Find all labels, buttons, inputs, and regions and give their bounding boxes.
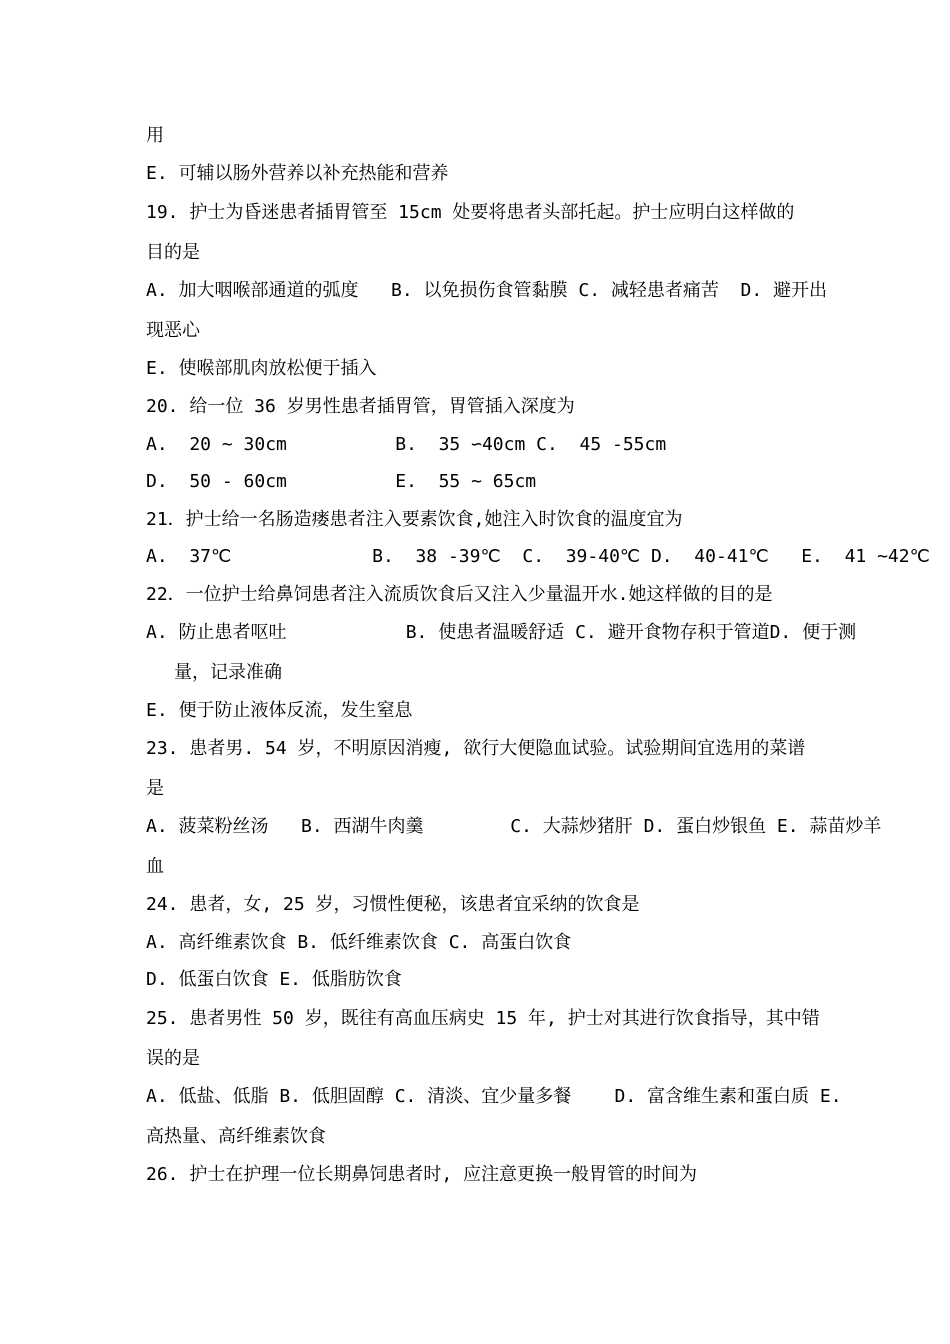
text-line: A. 防止患者呕吐 B. 使患者温暖舒适 C. 避开食物存积于管道D. 便于测 — [146, 622, 857, 643]
text-line: A. 加大咽喉部通道的弧度 B. 以免损伤食管黏膜 C. 减轻患者痛苦 D. 避开出 — [146, 280, 828, 301]
text-line: A. 高纤维素饮食 B. 低纤维素饮食 C. 高蛋白饮食 — [146, 932, 572, 953]
text-line: 23. 患者男. 54 岁，不明原因消瘦, 欲行大便隐血试验。试验期间宜选用的菜谱 — [146, 738, 806, 759]
text-line: E. 便于防止液体反流，发生窒息 — [146, 700, 413, 721]
text-line: E. 可辅以肠外营养以补充热能和营养 — [146, 163, 449, 184]
text-line: 现恶心 — [146, 320, 200, 341]
text-line: 22．一位护士给鼻饲患者注入流质饮食后又注入少量温开水.她这样做的目的是 — [146, 584, 773, 605]
text-line: 26. 护士在护理一位长期鼻饲患者时, 应注意更换一般胃管的时间为 — [146, 1164, 698, 1185]
text-line: E. 使喉部肌肉放松便于插入 — [146, 358, 377, 379]
text-line: 是 — [146, 778, 164, 799]
text-line: 19. 护士为昏迷患者插胃管至 15cm 处要将患者头部托起。护士应明白这样做的 — [146, 202, 795, 223]
text-line: A. 低盐、低脂 B. 低胆固醇 C. 清淡、宜少量多餐 D. 富含维生素和蛋白质 E. — [146, 1086, 842, 1107]
text-line: 目的是 — [146, 242, 200, 263]
text-line: 24. 患者，女, 25 岁，习惯性便秘，该患者宜采纳的饮食是 — [146, 894, 640, 915]
text-line: A. 20 ~ 30cm B. 35 ∽40cm C. 45 -55cm — [146, 434, 667, 455]
text-line: D. 低蛋白饮食 E. 低脂肪饮食 — [146, 969, 402, 990]
text-line: 量，记录准确 — [174, 662, 282, 683]
text-line: 高热量、高纤维素饮食 — [146, 1126, 326, 1147]
text-line: 用 — [146, 125, 164, 146]
text-line: 误的是 — [146, 1048, 200, 1069]
text-line: A. 37℃ B. 38 -39℃ C. 39-40℃ D. 40-41℃ E. 41 ~42℃ — [146, 546, 930, 567]
text-line: 25. 患者男性 50 岁，既往有高血压病史 15 年, 护士对其进行饮食指导，其中错 — [146, 1008, 820, 1029]
text-line: 血 — [146, 856, 164, 877]
text-line: D. 50 - 60cm E. 55 ~ 65cm — [146, 471, 537, 492]
text-line: A. 菠菜粉丝汤 B. 西湖牛肉羹 C. 大蒜炒猪肝 D. 蛋白炒银鱼 E. 蒜苗炒羊 — [146, 816, 882, 837]
text-line: 21．护士给一名肠造瘘患者注入要素饮食,她注入时饮食的温度宜为 — [146, 509, 683, 530]
text-line: 20. 给一位 36 岁男性患者插胃管，胃管插入深度为 — [146, 396, 575, 417]
